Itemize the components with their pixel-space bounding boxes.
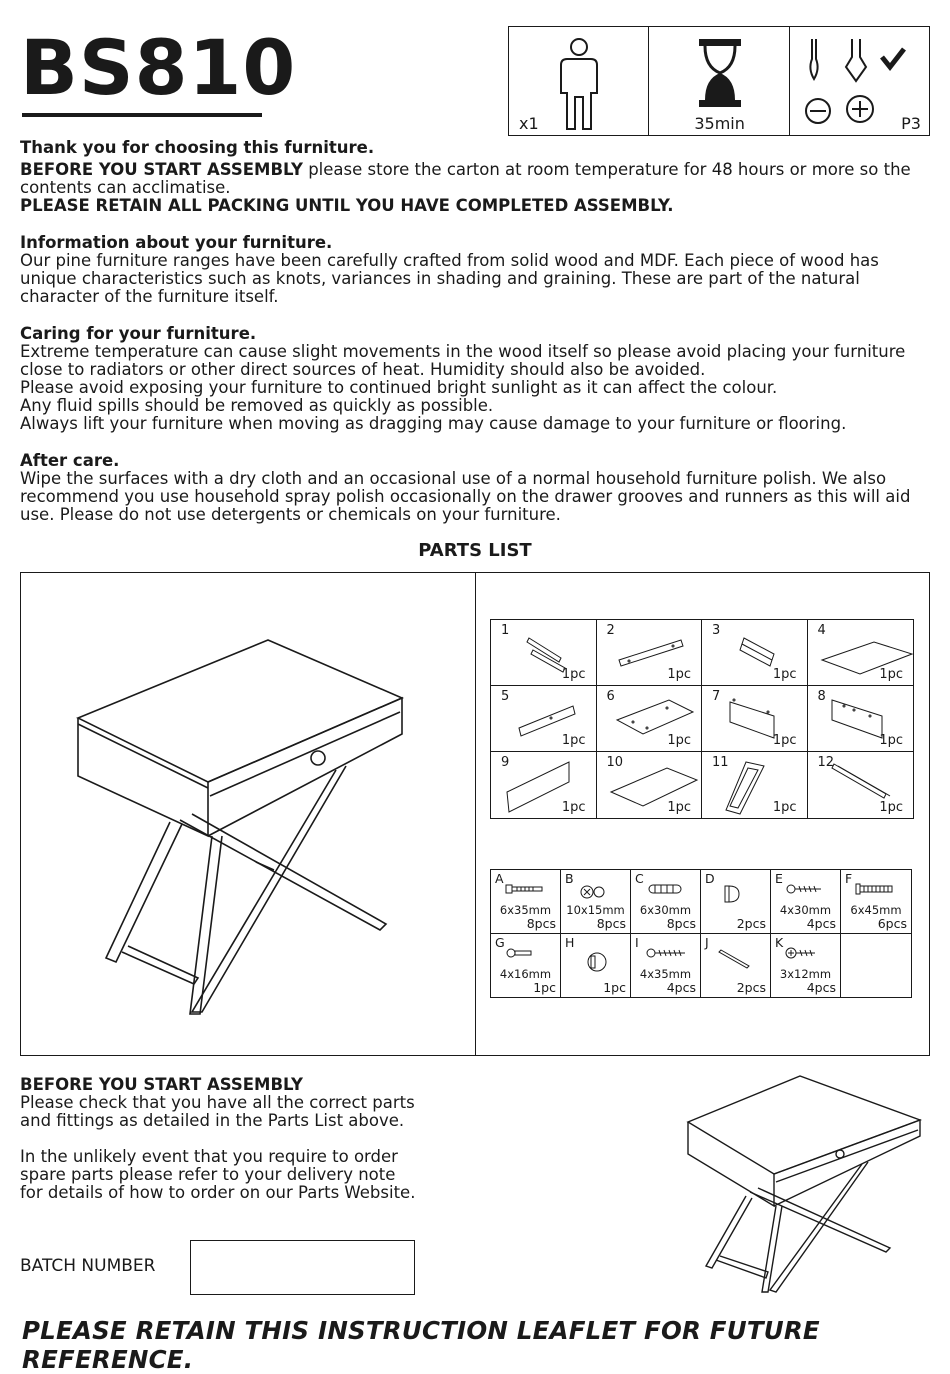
fitting-size: 6x45mm — [850, 903, 902, 917]
people-cell — [509, 27, 649, 135]
parts-list-title: PARTS LIST — [418, 540, 532, 561]
caring-text-2: Please avoid exposing your furniture to continued bright sunlight as it can affect the colour. — [20, 378, 778, 397]
panel-number: 12 — [817, 755, 835, 770]
tools-code: P3 — [901, 114, 921, 133]
panel-cell — [491, 752, 597, 818]
before-start-text: please store the carton at room temperature for 48 hours or more so the contents can acclimatise. — [20, 160, 911, 197]
fitting-size: 3x12mm — [779, 966, 832, 981]
panel-4-icon — [820, 626, 920, 681]
title-underline — [22, 113, 262, 117]
after-care-section — [20, 452, 932, 524]
panel-qty: 1pc — [772, 667, 797, 682]
panel-qty: 1pc — [879, 800, 903, 815]
panel-cell — [808, 620, 914, 686]
intro-block — [20, 139, 932, 215]
fitting-size: 6x30mm — [639, 903, 692, 917]
before-line-5: for details of how to order on our Parts Website. — [20, 1183, 416, 1202]
after-care-text: Wipe the surfaces with a dry cloth and an occasional use of a normal household furniture polish. We also recommend you use household spray polish occasionally on the drawer grooves and runners as this will aid use. Please do not use detergents or chemicals on your furniture. — [20, 469, 911, 524]
batch-number-label: BATCH NUMBER — [20, 1256, 156, 1276]
footer-notice: PLEASE RETAIN THIS INSTRUCTION LEAFLET FOR FUTURE REFERENCE. — [22, 1316, 820, 1374]
fitting-letter: C — [635, 871, 644, 886]
fitting-letter: I — [635, 934, 639, 950]
info-text: Our pine furniture ranges have been carefully crafted from solid wood and MDF. Each piece of wood has unique characteristics such as knots, variances in shading and graining. These are part of the natural character of the furniture itself. — [20, 251, 879, 306]
panel-qty: 1pc — [561, 733, 586, 748]
hourglass-icon — [695, 37, 745, 109]
fitting-cell — [631, 870, 701, 934]
fitting-letter: F — [845, 871, 853, 886]
time-cell — [649, 27, 789, 135]
fitting-cell — [701, 934, 771, 998]
fitting-cell — [631, 934, 701, 998]
foot-d-icon — [715, 882, 755, 906]
fitting-letter: B — [565, 871, 574, 886]
fitting-cell — [841, 870, 911, 934]
caring-heading: Caring for your furniture. — [20, 324, 257, 343]
fitting-qty: 6pcs — [877, 915, 907, 931]
panel-qty: 1pc — [879, 733, 903, 748]
fitting-size: 6x35mm — [499, 903, 552, 917]
fitting-qty: 8pcs — [526, 915, 556, 931]
panel-cell — [702, 620, 808, 686]
fitting-qty: 4pcs — [806, 915, 836, 931]
before-start-bold: BEFORE YOU START ASSEMBLY — [20, 160, 303, 179]
caring-text-1: Extreme temperature can cause slight movements in the wood itself so please avoid placing your furniture close to radiators or other direct sources of heat. Humidity should also be avoided. — [20, 342, 906, 379]
panel-number: 2 — [606, 623, 615, 638]
before-assembly-section — [20, 1076, 440, 1202]
panel-cell — [491, 620, 597, 686]
fitting-size: 4x30mm — [779, 903, 832, 917]
panel-number: 4 — [817, 623, 826, 638]
thanks-line: Thank you for choosing this furniture. — [20, 138, 375, 157]
small-table-illustration — [680, 1070, 930, 1300]
panel-number: 5 — [501, 689, 510, 704]
panel-10-icon — [609, 758, 709, 813]
panel-number: 6 — [606, 689, 615, 704]
panel-cell — [491, 686, 597, 752]
assembly-info-box — [508, 26, 930, 136]
fitting-cell — [771, 934, 841, 998]
panel-qty: 1pc — [879, 667, 903, 682]
screw-f-icon — [855, 882, 895, 896]
panel-qty: 1pc — [561, 667, 586, 682]
fitting-size: 4x35mm — [639, 966, 692, 981]
panel-qty: 1pc — [772, 800, 797, 815]
fitting-letter: G — [495, 934, 505, 950]
fitting-size: 10x15mm — [566, 903, 625, 917]
screw-i-icon — [645, 946, 689, 960]
fitting-letter: J — [705, 934, 709, 950]
panel-number: 8 — [817, 689, 826, 704]
panel-cell — [597, 686, 703, 752]
fitting-letter: K — [775, 934, 784, 950]
screw-k-icon — [785, 946, 825, 960]
fitting-letter: H — [565, 934, 575, 950]
fitting-size: 4x16mm — [499, 966, 552, 981]
panel-qty: 1pc — [667, 800, 691, 815]
panels-grid — [490, 619, 914, 819]
person-icon — [549, 35, 609, 135]
fitting-cell-empty — [841, 934, 911, 998]
before-line-3: In the unlikely event that you require to order — [20, 1147, 398, 1166]
fitting-cell — [701, 870, 771, 934]
before-line-4: spare parts please refer to your delivery note — [20, 1165, 396, 1184]
fitting-letter: E — [775, 871, 783, 886]
parts-divider — [475, 572, 476, 1056]
panel-cell — [597, 620, 703, 686]
caring-text-4: Always lift your furniture when moving as dragging may cause damage to your furniture or flooring. — [20, 414, 847, 433]
panel-cell — [597, 752, 703, 818]
caring-section — [20, 325, 932, 433]
tools-cell — [790, 27, 929, 135]
model-title: BS810 — [20, 23, 297, 112]
panel-qty: 1pc — [561, 800, 586, 815]
info-section — [20, 234, 932, 306]
assembly-time: 35min — [694, 114, 745, 133]
panel-qty: 1pc — [667, 733, 691, 748]
retain-packing-line: PLEASE RETAIN ALL PACKING UNTIL YOU HAVE COMPLETED ASSEMBLY. — [20, 196, 674, 215]
fitting-cell — [771, 870, 841, 934]
fitting-qty: 2pcs — [736, 915, 766, 931]
fitting-cell — [491, 870, 561, 934]
info-heading: Information about your furniture. — [20, 233, 333, 252]
panel-number: 10 — [606, 755, 624, 770]
panel-cell — [702, 686, 808, 752]
fitting-cell — [491, 934, 561, 998]
fitting-qty: 4pcs — [806, 980, 836, 995]
before-heading: BEFORE YOU START ASSEMBLY — [20, 1075, 303, 1094]
fitting-cell — [561, 870, 631, 934]
panel-number: 1 — [501, 623, 510, 638]
panel-cell — [808, 686, 914, 752]
fitting-letter: A — [495, 871, 504, 886]
fitting-qty: 2pcs — [736, 980, 766, 995]
pin-j-icon — [715, 946, 755, 970]
panel-qty: 1pc — [772, 733, 797, 748]
panel-number: 9 — [501, 755, 510, 770]
table-illustration — [70, 600, 410, 1020]
before-line-2: and fittings as detailed in the Parts List above. — [20, 1111, 405, 1130]
screw-e-icon — [785, 882, 825, 896]
panel-cell — [702, 752, 808, 818]
fitting-qty: 1pc — [603, 980, 626, 995]
fitting-qty: 8pcs — [596, 915, 626, 931]
panel-cell — [808, 752, 914, 818]
fittings-grid — [490, 869, 912, 998]
knob-h-icon — [575, 946, 615, 976]
panel-number: 11 — [712, 755, 729, 770]
caring-text-3: Any fluid spills should be removed as quickly as possible. — [20, 396, 494, 415]
fitting-letter: D — [705, 871, 715, 886]
screw-g-icon — [505, 946, 545, 960]
fitting-cell — [561, 934, 631, 998]
dowel-c-icon — [645, 882, 685, 896]
bolt-a-icon — [505, 882, 545, 896]
fitting-qty: 8pcs — [666, 915, 696, 931]
fitting-qty: 4pcs — [666, 980, 696, 995]
fitting-qty: 1pc — [533, 980, 556, 995]
people-count: x1 — [519, 114, 539, 133]
after-care-heading: After care. — [20, 451, 120, 470]
panel-number: 3 — [712, 623, 721, 638]
panel-number: 7 — [712, 689, 721, 704]
batch-number-field[interactable] — [190, 1240, 415, 1295]
panel-qty: 1pc — [667, 667, 691, 682]
before-line-1: Please check that you have all the correct parts — [20, 1093, 415, 1112]
cam-lock-b-icon — [575, 882, 615, 902]
